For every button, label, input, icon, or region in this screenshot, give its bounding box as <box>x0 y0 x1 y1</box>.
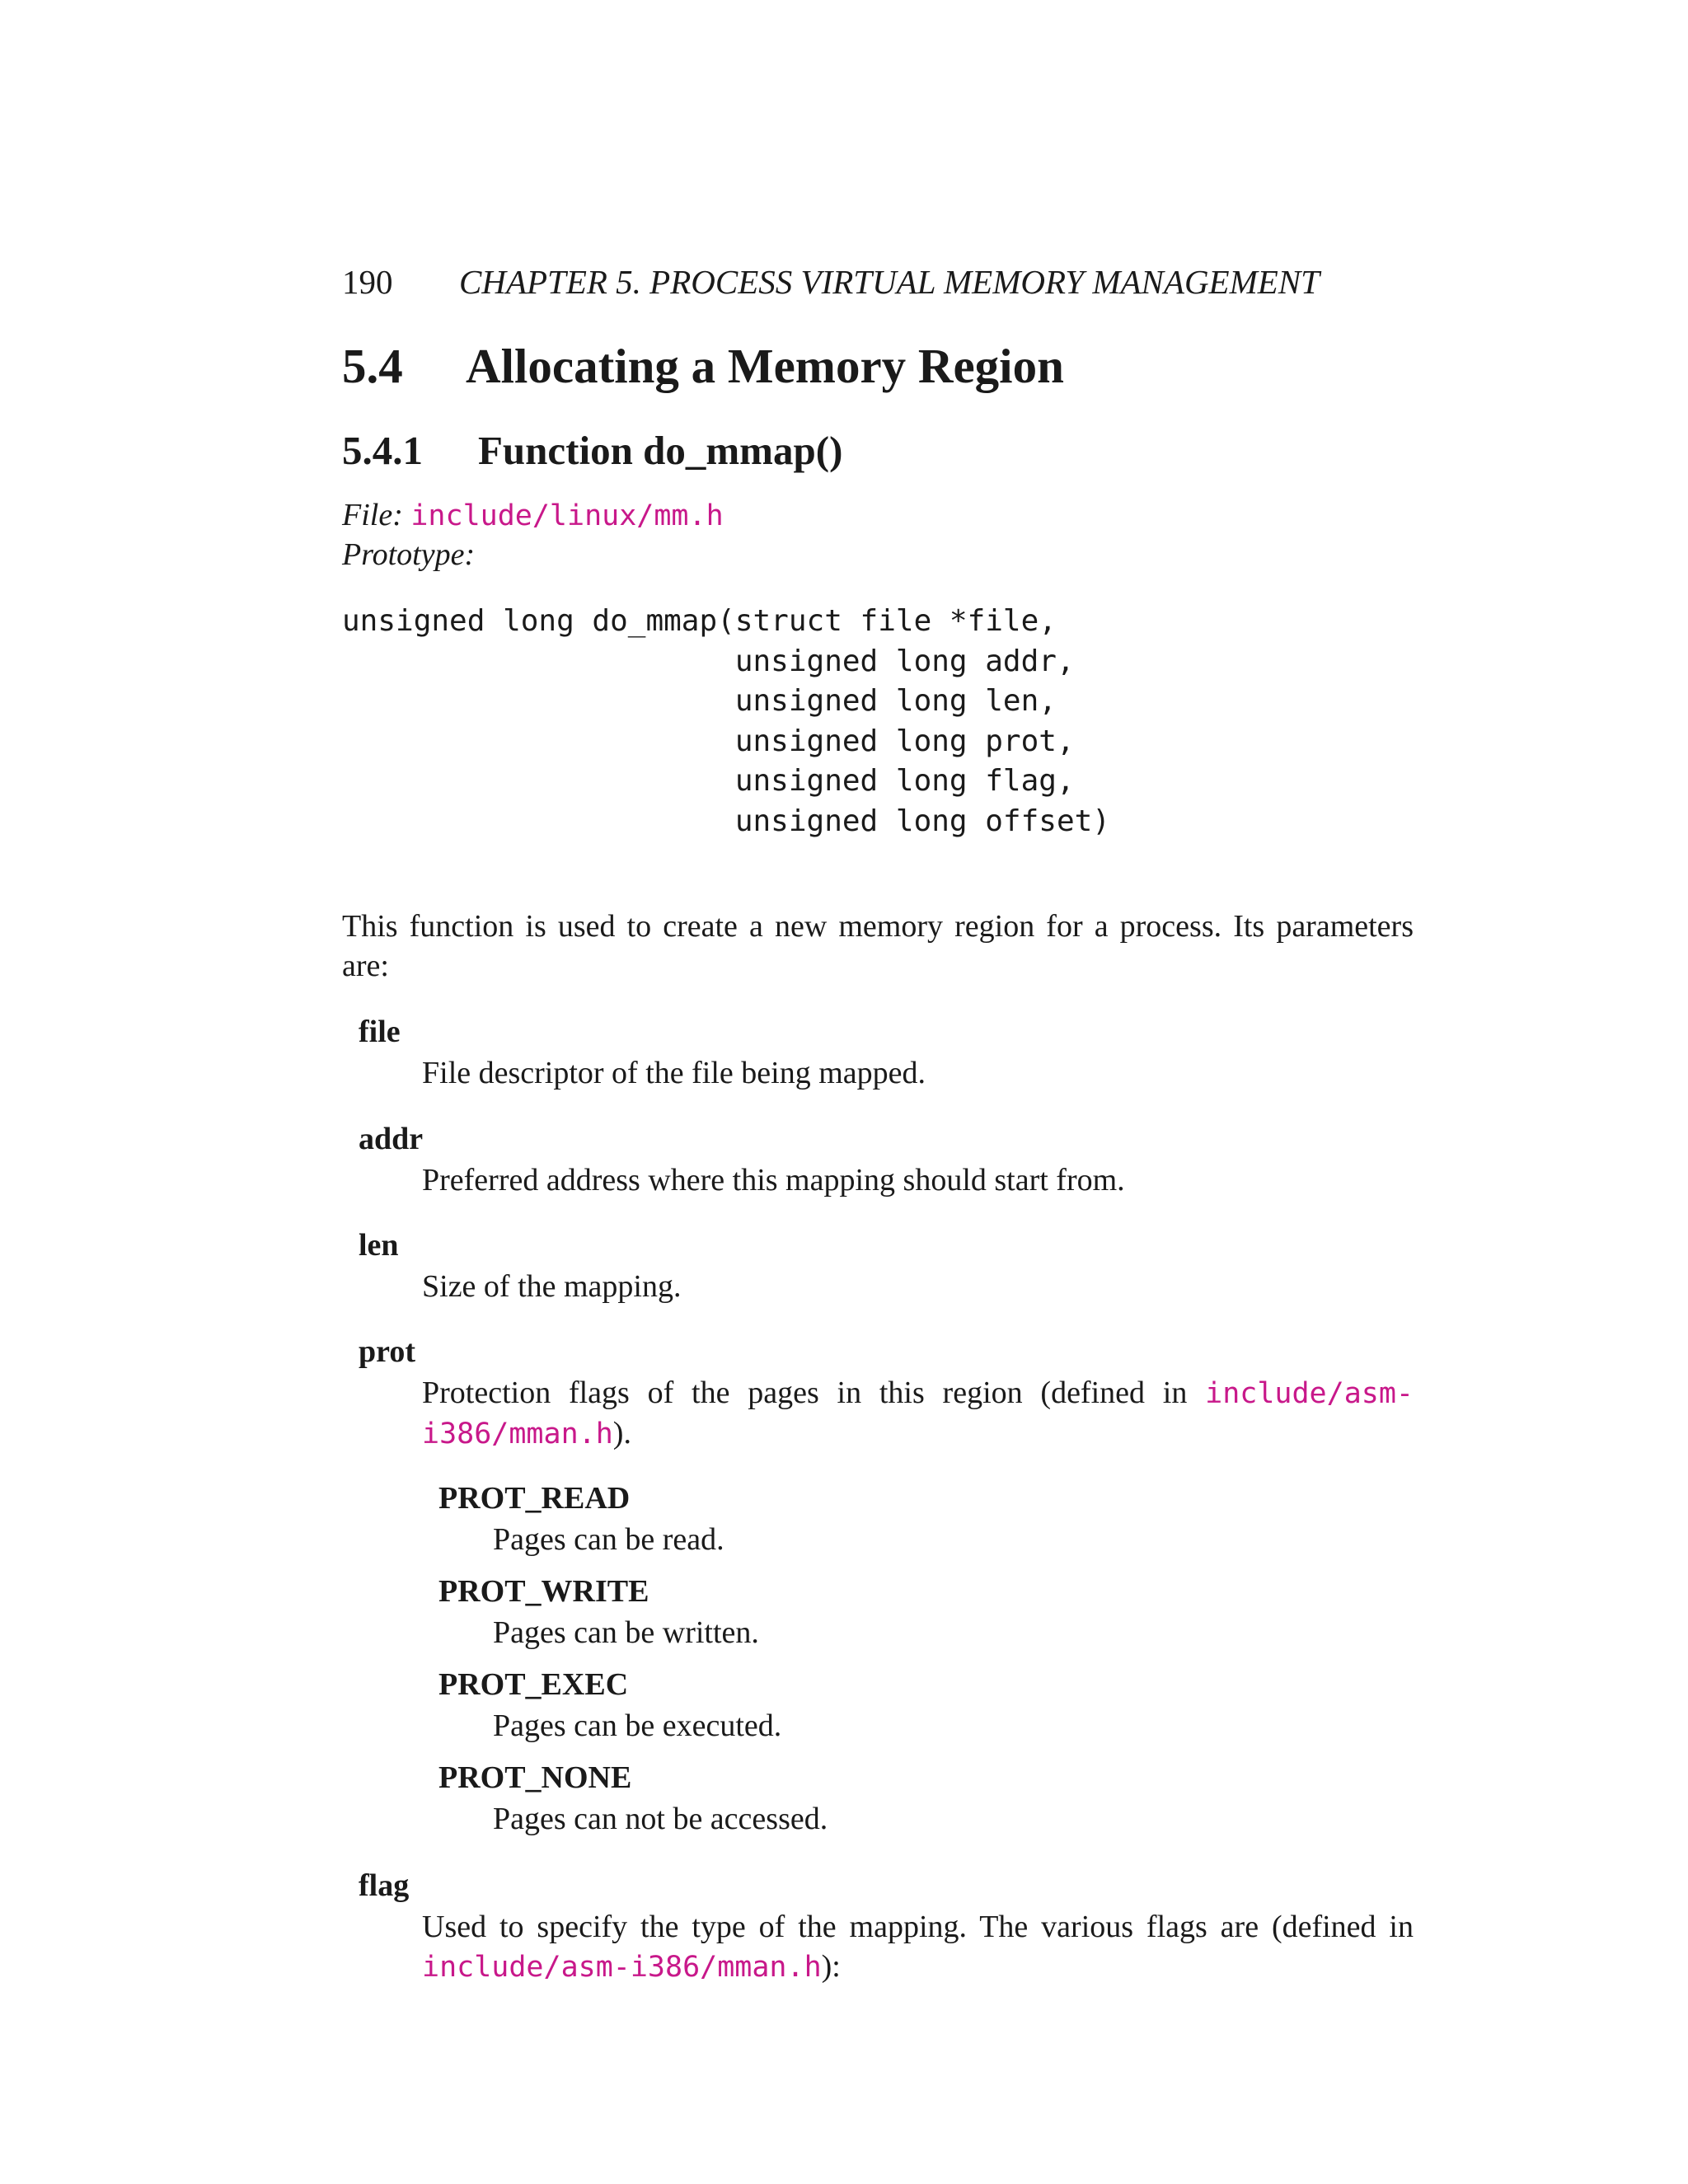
prototype-line <box>342 537 475 573</box>
param-term-file: file <box>359 1015 401 1049</box>
section-title: Allocating a Memory Region <box>466 339 1064 393</box>
param-desc-file: File descriptor of the file being mapped. <box>422 1056 926 1090</box>
prototype-label: Prototype: <box>342 537 476 572</box>
subsection-title: Function do_mmap() <box>478 428 843 473</box>
document-page <box>342 0 1414 2184</box>
prot-flag-none: PROT_NONE <box>438 1760 632 1795</box>
mman-h-link[interactable]: include/asm-i386/mman.h <box>422 1377 1414 1451</box>
param-term-addr: addr <box>359 1122 424 1156</box>
running-header <box>342 262 1414 302</box>
param-desc-len: Size of the mapping. <box>422 1269 682 1304</box>
section-number: 5.4 <box>342 339 403 393</box>
mman-h-link-2[interactable]: include/asm-i386/mman.h <box>422 1951 822 1984</box>
prot-flag-write: PROT_WRITE <box>438 1574 649 1609</box>
param-desc-prot <box>422 1373 1414 1454</box>
subsection-number: 5.4.1 <box>342 428 423 473</box>
prot-flag-read-desc: Pages can be read. <box>493 1522 724 1557</box>
param-desc-flag <box>422 1907 1414 1987</box>
param-term-flag: flag <box>359 1868 410 1903</box>
prot-flag-exec-desc: Pages can be executed. <box>493 1708 782 1743</box>
prot-flag-none-desc: Pages can not be accessed. <box>493 1802 828 1836</box>
param-desc-prot-tail: ). <box>612 1416 631 1451</box>
chapter-title: CHAPTER 5. PROCESS VIRTUAL MEMORY MANAGEMENT <box>459 263 1320 301</box>
param-term-len: len <box>359 1228 399 1263</box>
section-heading <box>342 338 1064 395</box>
file-label: File: <box>342 498 403 532</box>
prot-flag-write-desc: Pages can be written. <box>493 1615 759 1650</box>
prot-flag-read: PROT_READ <box>438 1481 631 1516</box>
prot-flag-exec: PROT_EXEC <box>438 1667 629 1702</box>
file-line <box>342 497 724 533</box>
param-desc-flag-tail: ): <box>821 1949 841 1984</box>
file-path-link[interactable]: include/linux/mm.h <box>410 499 724 532</box>
subsection-heading <box>342 427 842 474</box>
param-desc-flag-text: Used to specify the type of the mapping. The various flags are (defined in <box>422 1910 1414 1944</box>
page-number: 190 <box>342 263 393 301</box>
param-desc-prot-text: Protection flags of the pages in this region (defined in <box>422 1376 1206 1410</box>
prototype-code: unsigned long do_mmap(struct file *file, unsigned long addr, unsigned long len, unsigned long prot, unsigned long flag, unsigned long offset) <box>342 604 1110 838</box>
intro-paragraph: This function is used to create a new memory region for a process. Its parameters are: <box>342 909 1414 983</box>
param-term-prot: prot <box>359 1334 415 1369</box>
param-desc-addr: Preferred address where this mapping should start from. <box>422 1163 1125 1197</box>
